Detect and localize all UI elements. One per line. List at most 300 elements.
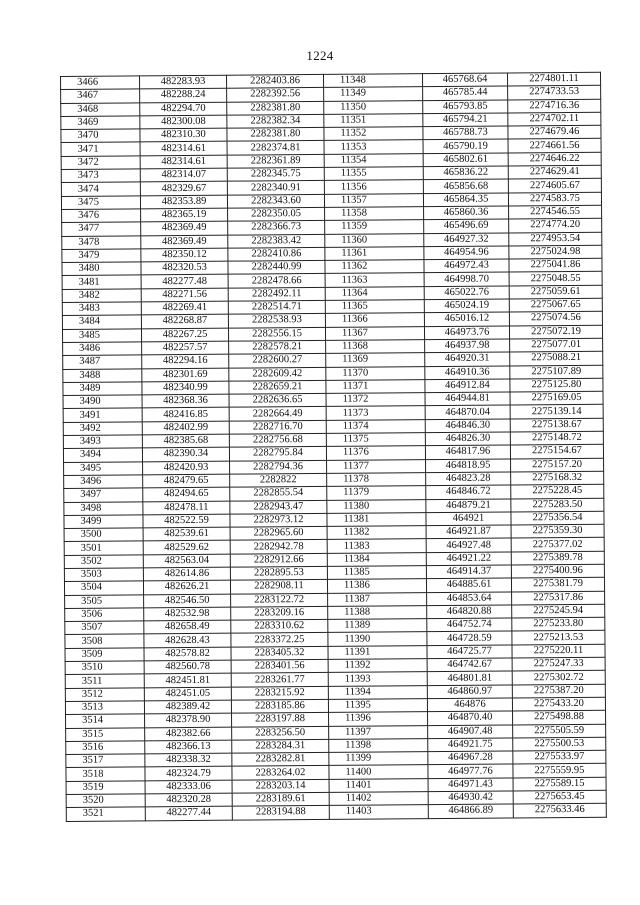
table-cell: 2282350.05 (228, 207, 325, 221)
table-cell: 2282912.66 (230, 553, 327, 567)
table-cell: 465864.35 (423, 193, 508, 207)
table-cell: 464820.88 (427, 605, 512, 619)
table-cell: 11402 (329, 792, 428, 806)
table-cell: 11391 (328, 645, 427, 659)
table-cell: 482382.66 (145, 727, 232, 741)
table-cell: 2282578.21 (229, 340, 326, 354)
table-cell: 11352 (324, 127, 423, 141)
table-cell: 2275387.20 (512, 684, 605, 698)
table-cell: 2275505.59 (513, 724, 606, 738)
table-cell: 2275077.01 (510, 338, 603, 352)
table-cell: 482314.07 (140, 168, 227, 182)
table-cell: 2282403.86 (226, 74, 323, 88)
table-cell: 2282381.80 (227, 101, 324, 115)
table-cell: 465860.36 (424, 206, 509, 220)
table-cell: 11364 (325, 286, 424, 300)
table-cell: 464912.84 (425, 379, 510, 393)
table-cell: 464971.43 (428, 778, 513, 792)
table-cell: 3477 (62, 222, 141, 236)
table-cell: 482269.41 (141, 301, 228, 315)
table-cell: 482350.12 (141, 248, 228, 262)
table-cell: 2282514.71 (228, 300, 325, 314)
table-cell: 2282794.36 (230, 460, 327, 474)
table-cell: 464977.76 (428, 764, 513, 778)
table-cell: 465024.19 (424, 299, 509, 313)
table-cell: 2275247.33 (512, 657, 605, 671)
table-cell: 2274702.11 (508, 112, 601, 126)
table-cell: 3519 (66, 781, 145, 795)
table-cell: 3476 (62, 209, 141, 223)
table-cell: 3486 (63, 342, 142, 356)
table-cell: 2274646.22 (508, 152, 601, 166)
table-cell: 2283203.14 (232, 779, 329, 793)
table-cell: 482271.56 (141, 288, 228, 302)
table-cell: 2275107.89 (510, 365, 603, 379)
table-cell: 2282381.80 (227, 128, 324, 142)
table-cell: 2275074.56 (509, 312, 602, 326)
table-cell: 11383 (327, 539, 426, 553)
table-cell: 11398 (329, 738, 428, 752)
table-cell: 2282756.68 (229, 433, 326, 447)
table-cell: 482288.24 (140, 88, 227, 102)
table-cell: 3495 (64, 461, 143, 475)
table-cell: 464967.28 (428, 751, 513, 765)
table-cell: 464921.75 (428, 738, 513, 752)
table-cell: 11374 (326, 419, 425, 433)
table-cell: 482451.81 (144, 674, 231, 688)
table-cell: 2282908.11 (230, 580, 327, 594)
table-cell: 482389.42 (144, 700, 231, 714)
table-cell: 2282556.15 (228, 327, 325, 341)
table-cell: 3479 (62, 249, 141, 263)
table-cell: 464870.04 (425, 405, 510, 419)
table-cell: 464921.87 (426, 525, 511, 539)
table-cell: 482385.68 (142, 434, 229, 448)
table-cell: 11373 (326, 406, 425, 420)
table-cell: 11354 (324, 153, 423, 167)
table-cell: 2283197.88 (232, 713, 329, 727)
table-cell: 3498 (64, 501, 143, 515)
table-cell: 11355 (324, 167, 423, 181)
table-cell: 3494 (63, 448, 142, 462)
table-cell: 2282383.42 (228, 234, 325, 248)
table-cell: 3473 (61, 169, 140, 183)
table-cell: 2282659.21 (229, 380, 326, 394)
table-cell: 482578.82 (144, 647, 231, 661)
table-cell: 11365 (325, 300, 424, 314)
table-cell: 3496 (64, 475, 143, 489)
table-cell: 464973.76 (424, 326, 509, 340)
table-cell: 2282822 (230, 473, 327, 487)
table-cell: 2274679.46 (508, 125, 601, 139)
table-cell: 2274583.75 (508, 192, 601, 206)
table-cell: 11390 (328, 632, 427, 646)
table-cell: 465022.76 (424, 286, 509, 300)
table-cell: 464921.22 (426, 552, 511, 566)
table-cell: 2274605.67 (508, 179, 601, 193)
table-cell: 482626.21 (143, 580, 230, 594)
table-cell: 11366 (325, 313, 424, 327)
table-cell: 2274716.36 (508, 99, 601, 113)
table-cell: 11380 (327, 499, 426, 513)
table-cell: 11395 (328, 699, 427, 713)
table-cell: 2275559.95 (513, 764, 606, 778)
table-cell: 3490 (63, 395, 142, 409)
table-cell: 3511 (65, 674, 144, 688)
table-cell: 464972.43 (424, 259, 509, 273)
table-cell: 464921 (426, 512, 511, 526)
table-cell: 3474 (61, 182, 140, 196)
table-cell: 11397 (329, 725, 428, 739)
table-cell: 2275220.11 (512, 644, 605, 658)
table-cell: 3506 (65, 608, 144, 622)
table-cell: 11369 (326, 353, 425, 367)
table-cell: 482529.62 (143, 541, 230, 555)
table-cell: 3503 (64, 568, 143, 582)
table-cell: 2283264.02 (232, 766, 329, 780)
table-cell: 2282478.66 (228, 274, 325, 288)
table-cell: 465016.12 (424, 312, 509, 326)
table-cell: 464920.31 (425, 352, 510, 366)
table-cell: 11361 (325, 247, 424, 261)
table-cell: 2275139.14 (510, 405, 603, 419)
table-cell: 482257.57 (142, 341, 229, 355)
table-cell: 11394 (328, 685, 427, 699)
table-cell: 2282943.47 (230, 500, 327, 514)
table-cell: 2275067.65 (509, 298, 602, 312)
table-cell: 2283401.56 (231, 659, 328, 673)
table-cell: 2275041.86 (509, 258, 602, 272)
table-cell: 2283284.31 (232, 739, 329, 753)
table-cell: 2283256.50 (232, 726, 329, 740)
table-cell: 11385 (327, 566, 426, 580)
table-cell: 2283209.16 (231, 606, 328, 620)
table-cell: 11377 (327, 459, 426, 473)
table-cell: 2275400.96 (511, 564, 604, 578)
table-cell: 11349 (324, 87, 423, 101)
table-cell: 3468 (61, 102, 140, 116)
table-cell: 464885.61 (426, 578, 511, 592)
table-cell: 3517 (66, 754, 145, 768)
table-cell: 2282965.60 (230, 527, 327, 541)
table-cell: 3470 (61, 129, 140, 143)
page-number: 1224 (306, 48, 334, 63)
table-cell: 3520 (66, 794, 145, 808)
table-cell: 2282340.91 (227, 181, 324, 195)
table-cell: 11359 (325, 220, 424, 234)
table-cell: 11376 (326, 446, 425, 460)
table-cell: 11357 (324, 193, 423, 207)
table-cell: 11399 (329, 752, 428, 766)
table-cell: 2282374.81 (227, 141, 324, 155)
table-cell: 3466 (61, 76, 140, 90)
table-cell: 2274801.11 (507, 72, 600, 86)
table-cell: 2283189.61 (232, 792, 329, 806)
table-cell: 2282973.12 (230, 513, 327, 527)
table-cell: 482301.69 (142, 368, 229, 382)
table-cell: 3515 (66, 727, 145, 741)
table-cell: 482366.13 (145, 740, 232, 754)
table-cell: 2275138.67 (510, 418, 603, 432)
table-cell: 465785.44 (423, 86, 508, 100)
table-cell: 2275024.98 (509, 245, 602, 259)
table-cell: 482369.49 (141, 221, 228, 235)
table-cell: 11375 (326, 433, 425, 447)
table-cell: 2275589.15 (513, 777, 606, 791)
table-cell: 11358 (325, 207, 424, 221)
table-cell: 464817.96 (425, 445, 510, 459)
table-cell: 482522.59 (143, 514, 230, 528)
table-cell: 11389 (328, 619, 427, 633)
table-cell: 464927.32 (424, 233, 509, 247)
table-cell: 2283185.86 (231, 699, 328, 713)
table-cell: 2282440.99 (228, 261, 325, 275)
table-cell: 3521 (66, 807, 145, 821)
table-cell: 2275169.05 (510, 391, 603, 405)
table-cell: 2275359.30 (511, 524, 604, 538)
table-cell: 3509 (65, 648, 144, 662)
table-cell: 2282716.70 (229, 420, 326, 434)
table-cell: 2282795.84 (229, 447, 326, 461)
table-cell: 3501 (64, 541, 143, 555)
table-cell: 2283282.81 (232, 753, 329, 767)
table-cell: 11351 (324, 114, 423, 128)
table-cell: 3471 (61, 142, 140, 156)
table-cell: 2283194.88 (232, 806, 329, 820)
table-cell: 464914.37 (426, 565, 511, 579)
table-cell: 482324.79 (145, 767, 232, 781)
table-cell: 3497 (64, 488, 143, 502)
table-cell: 11379 (327, 486, 426, 500)
table-cell: 3472 (61, 156, 140, 170)
table-cell: 465788.73 (423, 126, 508, 140)
table-cell: 2275356.54 (511, 511, 604, 525)
table-cell: 482277.48 (141, 275, 228, 289)
table-cell: 2282942.78 (230, 540, 327, 554)
table-cell: 2275633.46 (513, 804, 606, 818)
table-cell: 2282600.27 (229, 354, 326, 368)
table-cell: 482563.04 (143, 554, 230, 568)
table-cell: 2274661.56 (508, 139, 601, 153)
table-cell: 2274733.53 (508, 86, 601, 100)
table-cell: 2275283.50 (511, 498, 604, 512)
table-cell: 3505 (65, 594, 144, 608)
table-cell: 2283215.92 (231, 686, 328, 700)
table-cell: 482402.99 (142, 421, 229, 435)
table-cell: 2275381.79 (511, 578, 604, 592)
table-cell: 482267.25 (141, 328, 228, 342)
coordinates-table (60, 72, 607, 822)
table-cell: 482368.36 (142, 394, 229, 408)
table-cell: 482340.99 (142, 381, 229, 395)
table-cell: 3480 (62, 262, 141, 276)
table-cell: 3475 (61, 196, 140, 210)
table-cell: 2274546.55 (509, 205, 602, 219)
table-cell: 3518 (66, 767, 145, 781)
table-cell: 2275059.61 (509, 285, 602, 299)
table-cell: 2275317.86 (512, 591, 605, 605)
table-cell: 3499 (64, 515, 143, 529)
table-cell: 2283310.62 (231, 620, 328, 634)
table-cell: 482277.44 (145, 806, 232, 820)
table-cell: 2282538.93 (228, 314, 325, 328)
table-cell: 11367 (325, 326, 424, 340)
table-cell: 2274629.41 (508, 165, 601, 179)
table-cell: 464826.30 (425, 432, 510, 446)
table-cell: 2283261.77 (231, 673, 328, 687)
table-cell: 2282361.89 (227, 154, 324, 168)
table-cell: 482451.05 (144, 687, 231, 701)
table-cell: 482365.19 (141, 208, 228, 222)
table-cell: 11382 (327, 526, 426, 540)
table-cell: 3507 (65, 621, 144, 635)
table-cell: 11388 (328, 606, 427, 620)
table-cell: 3513 (65, 701, 144, 715)
table-cell: 465790.19 (423, 139, 508, 153)
table-cell: 465794.21 (423, 113, 508, 127)
table-cell: 2275228.45 (511, 484, 604, 498)
table-cell: 11378 (327, 473, 426, 487)
table-cell: 11384 (327, 552, 426, 566)
table-cell: 482416.85 (142, 408, 229, 422)
table-cell: 11348 (323, 74, 422, 88)
table-cell: 2275154.67 (510, 445, 603, 459)
table-cell: 3483 (62, 302, 141, 316)
table-cell: 11368 (326, 340, 425, 354)
table-cell: 464944.81 (425, 392, 510, 406)
table-cell: 465768.64 (422, 73, 507, 87)
table-cell: 482329.67 (140, 182, 227, 196)
table-cell: 3504 (64, 581, 143, 595)
table-cell: 2275148.72 (510, 431, 603, 445)
table-cell: 482478.11 (143, 501, 230, 515)
table-cell: 464866.89 (428, 804, 513, 818)
table-cell: 482378.90 (145, 713, 232, 727)
table-cell: 2282895.53 (230, 566, 327, 580)
table-cell: 2275653.45 (513, 790, 606, 804)
table-cell: 2275088.21 (510, 351, 603, 365)
table-cell: 2282345.75 (227, 168, 324, 182)
table-cell: 3508 (65, 634, 144, 648)
table-cell: 11401 (329, 778, 428, 792)
table-cell: 465496.69 (424, 219, 509, 233)
table-cell: 464927.48 (426, 538, 511, 552)
table-cell: 482300.08 (140, 115, 227, 129)
table-cell: 464846.30 (425, 419, 510, 433)
table-cell: 464742.67 (427, 658, 512, 672)
table-cell: 464853.64 (427, 592, 512, 606)
table-cell: 482353.89 (140, 195, 227, 209)
table-cell: 2275500.53 (513, 737, 606, 751)
table-cell: 11356 (324, 180, 423, 194)
table-cell: 11396 (329, 712, 428, 726)
table-cell: 482479.65 (143, 474, 230, 488)
table-cell: 3487 (63, 355, 142, 369)
table-cell: 464728.59 (427, 631, 512, 645)
table-cell: 3491 (63, 408, 142, 422)
table-cell: 2275498.88 (513, 710, 606, 724)
table-cell: 2275233.80 (512, 617, 605, 631)
table-cell: 3467 (61, 89, 140, 103)
table-cell: 482333.06 (145, 780, 232, 794)
table-cell: 2283122.72 (231, 593, 328, 607)
table-cell: 2275533.97 (513, 750, 606, 764)
table-cell: 2282664.49 (229, 407, 326, 421)
table-cell: 11363 (325, 273, 424, 287)
table-cell: 11393 (328, 672, 427, 686)
table-cell: 2282855.54 (230, 487, 327, 501)
table-cell: 3500 (64, 528, 143, 542)
table-cell: 482338.32 (145, 753, 232, 767)
table-cell: 11350 (324, 100, 423, 114)
table-cell: 464876 (427, 698, 512, 712)
table-cell: 482314.61 (140, 155, 227, 169)
table-cell: 11392 (328, 659, 427, 673)
table-cell: 3492 (63, 422, 142, 436)
table-cell: 464910.36 (425, 366, 510, 380)
table-cell: 2282366.73 (228, 221, 325, 235)
coordinates-table-body (61, 72, 607, 821)
table-cell: 464998.70 (424, 272, 509, 286)
table-cell: 2275245.94 (512, 604, 605, 618)
table-cell: 464846.72 (426, 485, 511, 499)
table-cell: 2282392.56 (227, 88, 324, 102)
table-cell: 3482 (62, 289, 141, 303)
table-cell: 11381 (327, 512, 426, 526)
table-cell: 3502 (64, 555, 143, 569)
table-cell: 11372 (326, 393, 425, 407)
table-cell: 2282492.11 (228, 287, 325, 301)
table-cell: 11387 (328, 592, 427, 606)
table-cell: 482546.50 (144, 594, 231, 608)
table-cell: 11370 (326, 366, 425, 380)
table-cell: 2274774.20 (509, 219, 602, 233)
table-cell: 2282609.42 (229, 367, 326, 381)
table-cell: 465836.22 (423, 166, 508, 180)
table-cell: 464937.98 (425, 339, 510, 353)
table-cell: 2275213.53 (512, 631, 605, 645)
table-cell: 464879.21 (426, 498, 511, 512)
table-cell: 482310.30 (140, 128, 227, 142)
table-row (66, 804, 606, 822)
table-cell: 3512 (65, 688, 144, 702)
table-cell: 482294.16 (142, 354, 229, 368)
table-cell: 465856.68 (423, 179, 508, 193)
table-cell: 2275072.19 (509, 325, 602, 339)
table-cell: 2283405.32 (231, 646, 328, 660)
table-cell: 464870.40 (428, 711, 513, 725)
table-cell: 465793.85 (423, 100, 508, 114)
table-cell: 2275302.72 (512, 671, 605, 685)
table-cell: 482390.34 (142, 447, 229, 461)
table-cell: 3510 (65, 661, 144, 675)
table-cell: 3484 (62, 315, 141, 329)
table-cell: 2274953.54 (509, 232, 602, 246)
table-cell: 3514 (66, 714, 145, 728)
table-cell: 11403 (329, 805, 428, 819)
table-cell: 464752.74 (427, 618, 512, 632)
table-cell: 482494.65 (143, 487, 230, 501)
table-cell: 2275377.02 (511, 538, 604, 552)
table-cell: 2275433.20 (512, 697, 605, 711)
table-cell: 482268.87 (141, 315, 228, 329)
table-cell: 482320.28 (145, 793, 232, 807)
table-cell: 482532.98 (144, 607, 231, 621)
table-cell: 464801.81 (427, 671, 512, 685)
table-cell: 464823.28 (426, 472, 511, 486)
table-cell: 3493 (63, 435, 142, 449)
table-cell: 464954.96 (424, 246, 509, 260)
